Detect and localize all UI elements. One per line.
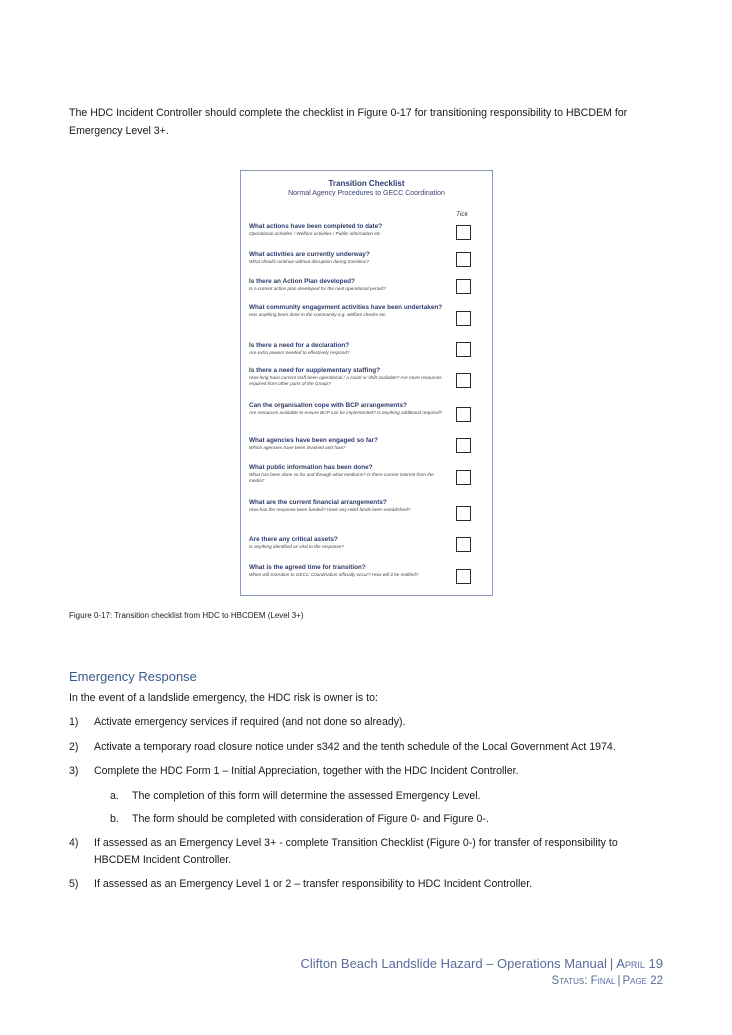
- checklist-question: Can the organisation cope with BCP arrangements?: [249, 402, 407, 409]
- checklist-checkbox[interactable]: [456, 279, 471, 294]
- footer-status: Status: Final | Page 22: [551, 975, 663, 987]
- footer-status-text: Status: Final: [551, 975, 616, 987]
- checklist-item: [249, 278, 449, 292]
- checklist-checkbox[interactable]: [456, 506, 471, 521]
- checklist-item: [249, 564, 449, 578]
- checklist-question: What are the current financial arrangements?: [249, 499, 387, 506]
- checklist-checkbox[interactable]: [456, 470, 471, 485]
- checklist-question: Is there a need for supplementary staffing?: [249, 367, 381, 374]
- checklist-checkbox[interactable]: [456, 311, 471, 326]
- section-heading: Emergency Response: [69, 669, 197, 684]
- checklist-checkbox[interactable]: [456, 407, 471, 422]
- checklist-item: [249, 342, 449, 356]
- list-item-number: 5): [69, 878, 79, 890]
- checklist-hint: How long have current staff been operational / a count or shift available? Are more resources required from other parts of the Group?: [249, 375, 442, 386]
- list-item-letter: b.: [110, 813, 119, 825]
- list-item-text: If assessed as an Emergency Level 3+ - complete Transition Checklist (Figure 0-) for transfer of responsibility to HBCDEM Incident Controller.: [94, 837, 618, 866]
- checklist-checkbox[interactable]: [456, 225, 471, 240]
- figure-subtitle: Normal Agency Procedures to GECC Coordination: [288, 190, 445, 197]
- checklist-hint: How has the response been funded? Have any relief funds been established?: [249, 507, 411, 512]
- checklist-item: [249, 437, 449, 451]
- checklist-checkbox[interactable]: [456, 373, 471, 388]
- figure-title: Transition Checklist: [328, 179, 405, 188]
- checklist-hint: Operational activities / Welfare activities / Public information etc: [249, 231, 381, 236]
- checklist-question: What is the agreed time for transition?: [249, 564, 366, 571]
- list-item-text: The completion of this form will determine the assessed Emergency Level.: [132, 790, 481, 802]
- checklist-checkbox[interactable]: [456, 537, 471, 552]
- footer-title-text: Clifton Beach Landslide Hazard – Operations Manual: [300, 956, 607, 971]
- checklist-hint: Which agencies have been involved and how?: [249, 445, 346, 450]
- checklist-hint: Are extra powers needed to effectively respond?: [249, 350, 350, 355]
- checklist-item: [249, 223, 449, 237]
- checklist-item: [249, 251, 449, 265]
- list-item: [69, 763, 669, 780]
- checklist-question: What agencies have been engaged so far?: [249, 437, 378, 444]
- footer-page-number: Page 22: [622, 975, 663, 987]
- list-item-text: The form should be completed with consideration of Figure 0- and Figure 0-.: [132, 813, 489, 825]
- footer-document-title: Clifton Beach Landslide Hazard – Operations Manual | April 19: [300, 956, 663, 971]
- transition-checklist-figure: [240, 170, 493, 596]
- section-intro: In the event of a landslide emergency, the HDC risk is owner is to:: [69, 692, 378, 704]
- checklist-item: [249, 304, 449, 318]
- checklist-question: Is there an Action Plan developed?: [249, 278, 355, 285]
- list-item: [69, 835, 669, 869]
- list-item-number: 3): [69, 765, 79, 777]
- checklist-hint: Is anything identified as vital to the response?: [249, 544, 344, 549]
- checklist-question: What public information has been done?: [249, 464, 373, 471]
- intro-paragraph: The HDC Incident Controller should complete the checklist in Figure 0-17 for transitioning responsibility to HBCDEM for Emergency Level 3+.: [69, 107, 628, 137]
- list-item: [69, 714, 669, 731]
- checklist-hint: Has anything been done in the community e.g. welfare checks etc: [249, 312, 386, 317]
- figure-caption: Figure 0-17: Transition checklist from HDC to HBCDEM (Level 3+): [69, 611, 304, 620]
- checklist-checkbox[interactable]: [456, 252, 471, 267]
- list-item: [69, 739, 669, 756]
- checklist-question: What community engagement activities have been undertaken?: [249, 304, 443, 311]
- list-item-number: 2): [69, 741, 79, 753]
- checklist-question: Is there a need for a declaration?: [249, 342, 350, 349]
- checklist-item: [249, 536, 449, 550]
- checklist-question: What activities are currently underway?: [249, 251, 370, 258]
- tick-column-header: Tick: [456, 211, 468, 218]
- list-item-number: 1): [69, 716, 79, 728]
- checklist-item: [249, 367, 449, 387]
- list-item-text: Complete the HDC Form 1 – Initial Appreciation, together with the HDC Incident Controller.: [94, 765, 519, 777]
- checklist-checkbox[interactable]: [456, 342, 471, 357]
- list-item-letter: a.: [110, 790, 119, 802]
- checklist-item: [249, 464, 449, 484]
- list-item: [69, 876, 669, 893]
- checklist-question: Are there any critical assets?: [249, 536, 338, 543]
- checklist-question: What actions have been completed to date?: [249, 223, 383, 230]
- checklist-item: [249, 402, 449, 416]
- footer-date: April 19: [616, 956, 663, 971]
- checklist-checkbox[interactable]: [456, 438, 471, 453]
- checklist-hint: When will transition to GECC Coordination officially occur? How will it be notified?: [249, 572, 419, 577]
- checklist-checkbox[interactable]: [456, 569, 471, 584]
- checklist-hint: Are resources available to ensure BCP can be implemented? Is anything additional required?: [249, 410, 443, 415]
- list-item: [110, 811, 670, 828]
- checklist-item: [249, 499, 449, 513]
- list-item-text: If assessed as an Emergency Level 1 or 2 – transfer responsibility to HDC Incident Controller.: [94, 878, 533, 890]
- list-item-text: Activate a temporary road closure notice under s342 and the tenth schedule of the Local Government Act 1974.: [94, 741, 616, 753]
- checklist-hint: Is a current action plan developed for the next operational period?: [249, 286, 386, 291]
- list-item: [110, 788, 670, 805]
- list-item-text: Activate emergency services if required (and not done so already).: [94, 716, 406, 728]
- checklist-hint: What has been done so far and through what mediums? Is there current interest from the media?: [249, 472, 434, 483]
- checklist-hint: What should continue without disruption during transition?: [249, 259, 370, 264]
- list-item-number: 4): [69, 837, 79, 849]
